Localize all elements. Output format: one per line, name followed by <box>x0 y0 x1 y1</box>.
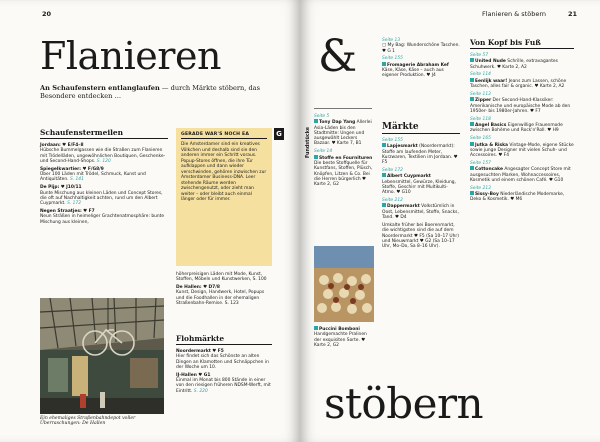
list-item: Jordaan: ♥ E/F4–8 Hübsche Bummelgassen wie die Straßen zum Flanieren mit Trödelläden, ungewöhnlichen Boutiquen, Geschenke- und Second-Hand-Shops. S. 120 <box>40 143 166 164</box>
square-icon <box>470 97 474 101</box>
square-icon <box>382 62 386 66</box>
fund-list <box>314 114 374 190</box>
pralines-illustration <box>314 246 374 322</box>
page-number-left: 20 <box>42 10 52 18</box>
box-header: GERADE WAR'S NOCH EA <box>181 132 267 139</box>
square-icon <box>382 173 386 177</box>
list-item: Seite 13 ▢ My Bag: Wunderschöne Taschen. ♥ G 1 <box>382 38 460 54</box>
fund-list-bottom <box>314 326 374 351</box>
list-item: Seite 118 Angel Basics Eigenwillige Frauenmode zwischen Bohème und Rock'n'Roll. ♥ H9 <box>470 116 563 134</box>
square-icon <box>470 191 474 195</box>
box-body: Die Amsterdamer sind ein kreatives Völkchen und deshalb sind sie den anderen immer ein Schritt voraus. Popup-Stores öffnen, die ihre Tür aufklappen und dann wieder verschwinden, gehören inzwischen zur Amsterdamer Business-DNA. Leer stehende Räume werden zwischengenutzt, oder zieht man weiter – oder bleibt auch einmal länger oder für immer. <box>181 142 267 202</box>
section-schaufenster <box>40 128 168 228</box>
list-item: Seite 5 Tony Dap Yang Allerlei Asia-Läden bis den Stadtmitte: Ungen und ausgewählt Leckers Bazaar. ♥ Karte 7, B1 <box>314 114 372 147</box>
list-item: Spiegelkwartier: ♥ F/G8/9 Über 100 Läden mit Trödel, Schmuck, Kunst und Antiquitäten. S. 141 <box>40 166 146 183</box>
square-icon <box>470 122 474 126</box>
info-box-popup <box>176 128 272 266</box>
list-item: Seite 157 Cottoncake Angesagter Concept Store mit ausgesuchten Marken, Wohnaccessoires, Kosmetik und einem schönen Café. ♥ G10 <box>470 161 571 183</box>
entry-list <box>176 349 272 394</box>
entry-list <box>40 143 168 225</box>
entry-list <box>470 53 574 203</box>
intro-bold: An Schaufenstern entlanglaufen <box>40 84 160 92</box>
list-item: Negen Straatjes: ♥ F7 Neun Sträßen in heimeliger Grachtenatmosphäre: bunte Mischung aus kleinen, <box>40 209 165 225</box>
list-item: höherpreisigen Läden mit Mode, Kunst, Stoffen, Möbeln und Kunstwerken, S. 100 <box>176 272 267 283</box>
section-heading: Märkte <box>382 122 460 134</box>
page-title: Flanieren <box>40 34 221 78</box>
vertical-tag: Fundstücke <box>306 126 311 158</box>
list-item: IJ-Hallen ♥ G1 Einmal im Monat bis 800 Stände in einer von den riesigen früheren NDSM-Werft, mit Eintritt. S. 220 <box>176 372 271 394</box>
section-kopf-fuss <box>470 38 574 205</box>
square-icon <box>314 155 318 159</box>
list-item: Seite 212 Dappermarkt Volkstümlich in Oost, Lebensmittel, Stoffe, Snacks, Tand. ♥ D4 <box>382 198 459 221</box>
square-icon <box>314 119 318 123</box>
divider <box>314 108 372 109</box>
section-maerkte <box>382 122 460 252</box>
intro-rest: — durch Märkte stöbern, das Besondere entdecken … <box>40 84 260 100</box>
mid-top-entries <box>382 38 460 81</box>
title-ampersand: & <box>318 31 358 82</box>
list-item: Seite 155 Lapjesmarkt (Noordermarkt): Stoffe am laufenden Meter, Kurzwaren, Textilien im Jordaan. ♥ F5 <box>382 138 458 166</box>
list-item: Noordermarkt ♥ F5 Hier findet sich das Schönste an alten Dingen an Klamotten und Schnäppchen in der Woche um 10. <box>176 349 269 370</box>
square-icon <box>382 203 386 207</box>
square-icon <box>470 78 474 82</box>
hall-illustration <box>40 298 164 414</box>
list-item: Seite 213 Sissy-Boy Niederländische Modemarke, Deko & Kosmetik. ♥ M6 <box>470 185 565 203</box>
square-icon <box>470 166 474 170</box>
list-item: Seite 155 Fromagerie Abraham Kef Käse, Käse, Käse – auch aus eigener Produktion. ♥ J4 <box>382 56 449 79</box>
entry-list <box>382 138 460 249</box>
running-head: Flanieren & stöbern <box>482 10 547 18</box>
photo-pralines <box>314 246 374 322</box>
section-heading: Flohmärkte <box>176 334 272 345</box>
square-icon <box>470 142 474 146</box>
photo-caption: Ein ehemaliges Straßenbahndepot voller Überraschungen: De Hallen <box>40 416 136 427</box>
list-item: De Pijp: ♥ J10/11 Bunte Mischung aus kleinen Läden und Concept Stores, die oft auf Nachhaltigkeit achten, rund um den Albert Cuypmarkt. S. 172 <box>40 185 163 207</box>
square-icon <box>314 326 318 330</box>
section-heading: Von Kopf bis Fuß <box>470 38 574 49</box>
list-item: Seite 57 United Nude Schrille, extravagantes Schuhwerk. ♥ Karte 2, A2 <box>470 53 558 70</box>
intro-text <box>40 84 270 100</box>
square-icon <box>382 143 386 147</box>
section-heading: Schaufenstermeilen <box>40 128 168 139</box>
list-item: De Hallen: ♥ D7/8 Kunst, Design, Handwerk, Hotel, Popups und die Foodhallen in der ehemaligen Straßenbahn-Remise. S. 123 <box>176 285 265 307</box>
list-item: Seite 113 Zipper Der Second-Hand-Klassiker: Amerikanische und europäische Mode ab den 1950er- bis 1980er-Jahren. ♥ F7 <box>470 91 571 114</box>
square-icon <box>470 58 474 62</box>
list-item: Umkalte früher bei Boerenmarkt, die wichtigsten sind die auf dem Noordermarkt ♥ F5 (Sa 10–17 Uhr) und Nieuwmarkt ♥ G2 (Sa 10–17 Uhr, Mo–Do, Sa 8–16 Uhr). <box>382 222 459 250</box>
list-item: Puccini Bomboni Handgemachte Pralinen der exquisiten Sorte. ♥ Karte 2, G2 <box>314 327 367 348</box>
list-item: Seite 114 Eenlijk waar! Jeans zum Lassen, schöne Taschen, alles fair & organic. ♥ Karte 2, A2 <box>470 72 567 90</box>
col2-text <box>176 272 272 309</box>
right-page <box>300 0 600 442</box>
chapter-badge: G <box>274 128 284 140</box>
list-item: Seite 165 Jutka & Riska Vintage-Mode, eigene Stücke sowie junge Designer mit vielen Schuh- und Accessoires. ♥ F4 <box>470 136 574 159</box>
list-item: Seite 14 Stoffe en Fournituren Die beste Stoffquelle für Kunstfans, Stoffen, Plüsch, Knöpfen, Litzen & Co. Bei die Herren bürgerlich ♥ Karte 2, G2 <box>314 149 373 188</box>
page-number-right: 21 <box>568 10 578 18</box>
title-stoebern: stöbern <box>324 379 484 428</box>
list-item: Seite 172 Albert Cuypmarkt Lebensmittel, Gewürze, Kleidung, Stoffe, Geschirr mit Multikulti-Atmo. ♥ G10 <box>382 168 456 196</box>
photo-de-hallen <box>40 298 164 414</box>
section-flohmaerkte <box>176 334 272 397</box>
